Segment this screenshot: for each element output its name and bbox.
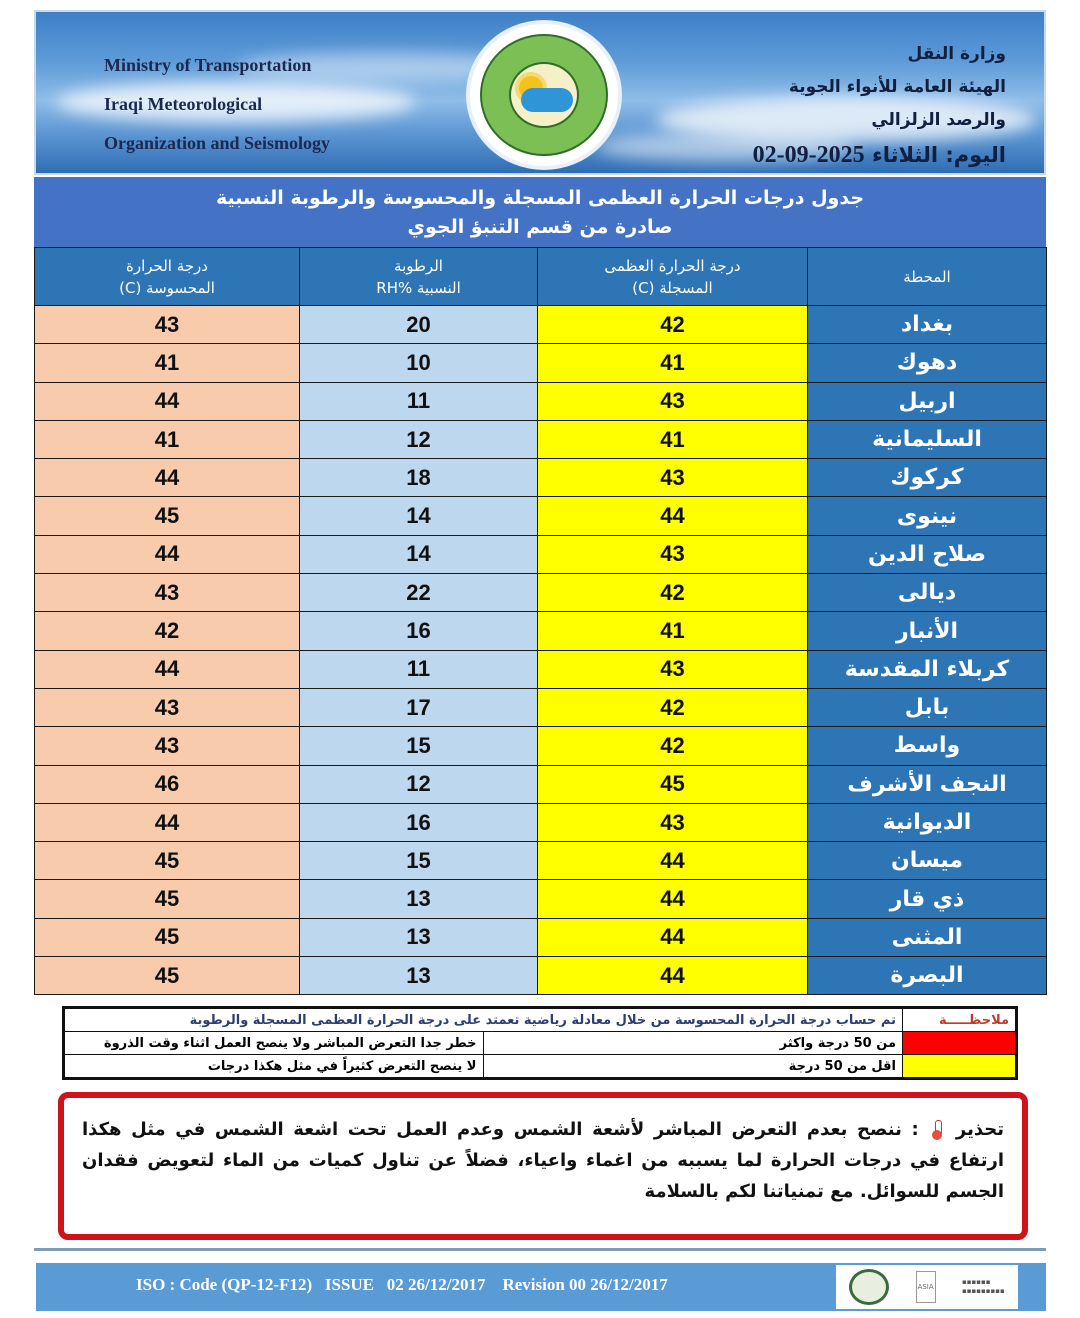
english-line: Iraqi Meteorological (104, 94, 263, 114)
cell-tmax: 43 (538, 382, 808, 420)
cell-station: البصرة (808, 957, 1047, 995)
warning-text: : ننصح بعدم التعرض المباشر لأشعة الشمس وعدم العمل تحت اشعة الشمس في مثل هكذا ارتفاع في درجات الحرارة لما يسببه من اغماء واعياء، فضلاً عن تناول كميات من الماء لتعويض فقدان الجسم للسوائل. مع تمنياتنا لكم بالسلامة (82, 1119, 1004, 1202)
cell-station: الديوانية (808, 803, 1047, 841)
table-row (35, 420, 1047, 458)
arabic-org-name (753, 38, 1006, 172)
cell-tmax: 43 (538, 459, 808, 497)
cell-tmax: 41 (538, 344, 808, 382)
cell-rh: 17 (300, 688, 538, 726)
cell-feels: 44 (35, 382, 300, 420)
table-row (35, 880, 1047, 918)
cell-feels: 43 (35, 574, 300, 612)
legend-label: ملاحظـــــة (903, 1008, 1017, 1032)
cell-feels: 44 (35, 803, 300, 841)
cell-rh: 13 (300, 918, 538, 956)
cell-feels: 46 (35, 765, 300, 803)
cell-station: كركوك (808, 459, 1047, 497)
table-row (35, 842, 1047, 880)
cell-rh: 13 (300, 957, 538, 995)
table-row (35, 612, 1047, 650)
certification-text-logo-icon: ▪▪▪▪▪▪ ▪▪▪▪▪▪▪▪▪ (962, 1278, 1005, 1295)
cell-tmax: 45 (538, 765, 808, 803)
table-row (35, 727, 1047, 765)
cell-rh: 14 (300, 535, 538, 573)
cell-station: نينوى (808, 497, 1047, 535)
cell-feels: 45 (35, 918, 300, 956)
heat-warning-box (58, 1092, 1028, 1240)
cell-station: بغداد (808, 306, 1047, 344)
table-row (35, 688, 1047, 726)
cell-rh: 10 (300, 344, 538, 382)
cell-feels: 44 (35, 650, 300, 688)
cell-rh: 16 (300, 612, 538, 650)
table-header-row (35, 248, 1047, 306)
title-line-1: جدول درجات الحرارة العظمى المسجلة والمحسوسة والرطوبة النسبية (215, 187, 865, 209)
legend-note: تم حساب درجة الحرارة المحسوسة من خلال معادلة رياضية تعمتد على درجة الحرارة العظمى المسجلة والرطوبة (64, 1008, 903, 1032)
cell-tmax: 44 (538, 842, 808, 880)
cell-feels: 45 (35, 880, 300, 918)
table-row (35, 382, 1047, 420)
cell-station: ديالى (808, 574, 1047, 612)
cell-rh: 11 (300, 650, 538, 688)
english-line: Organization and Seismology (104, 133, 331, 153)
cell-station: اربيل (808, 382, 1047, 420)
cell-rh: 16 (300, 803, 538, 841)
table-row (35, 535, 1047, 573)
legend-swatch-yellow (903, 1055, 1017, 1079)
english-line: Ministry of Transportation (104, 55, 312, 75)
logo-ring (480, 34, 608, 156)
cell-feels: 43 (35, 727, 300, 765)
cell-station: كربلاء المقدسة (808, 650, 1047, 688)
certification-logos (836, 1265, 1018, 1309)
table-row (35, 957, 1047, 995)
cell-station: دهوك (808, 344, 1047, 382)
table-row (35, 574, 1047, 612)
cell-station: ميسان (808, 842, 1047, 880)
cell-tmax: 44 (538, 497, 808, 535)
cell-rh: 15 (300, 727, 538, 765)
table-row (35, 459, 1047, 497)
legend-advice: لا ينصح التعرض كثيراً في مثل هكذا درجات (64, 1055, 484, 1079)
cell-station: صلاح الدين (808, 535, 1047, 573)
header-rh-line: الرطوبة (394, 256, 443, 275)
legend-item (64, 1032, 1017, 1055)
title-line-2: صادرة من قسم التنبؤ الجوي (407, 216, 673, 238)
header-tmax-line: المسجلة (C) (632, 278, 713, 297)
cell-rh: 12 (300, 765, 538, 803)
arabic-line: الهيئة العامة للأنواء الجوية (788, 77, 1006, 97)
cell-tmax: 42 (538, 574, 808, 612)
cell-feels: 42 (35, 612, 300, 650)
table-row (35, 803, 1047, 841)
cell-feels: 45 (35, 842, 300, 880)
cell-station: النجف الأشرف (808, 765, 1047, 803)
cell-rh: 12 (300, 420, 538, 458)
cell-tmax: 41 (538, 612, 808, 650)
cell-feels: 45 (35, 957, 300, 995)
footer-divider (34, 1248, 1046, 1251)
legend-note-row (64, 1008, 1017, 1032)
header-tmax-line: درجة الحرارة العظمى (604, 256, 741, 275)
warning-label: تحذير (955, 1119, 1004, 1140)
iso-code-text: ISO : Code (QP-12-F12) ISSUE 02 26/12/2017 Revision 00 26/12/2017 (136, 1275, 668, 1294)
cell-tmax: 41 (538, 420, 808, 458)
cell-tmax: 42 (538, 688, 808, 726)
cell-tmax: 43 (538, 803, 808, 841)
footer-bar (36, 1263, 1046, 1311)
legend-swatch-red (903, 1032, 1017, 1055)
cell-tmax: 42 (538, 727, 808, 765)
logo-emblem (509, 62, 579, 128)
cell-tmax: 43 (538, 535, 808, 573)
certification-seal-icon (849, 1269, 889, 1305)
cell-station: المثنى (808, 918, 1047, 956)
cell-station: السليمانية (808, 420, 1047, 458)
cell-station: واسط (808, 727, 1047, 765)
date-label: اليوم: الثلاثاء (871, 143, 1006, 167)
thermometer-icon (932, 1120, 942, 1140)
legend-range: اقل من 50 درجة (483, 1055, 903, 1079)
table-row (35, 918, 1047, 956)
cell-rh: 11 (300, 382, 538, 420)
cell-tmax: 43 (538, 650, 808, 688)
header-feels-line: المحسوسة (C) (119, 278, 215, 297)
legend-item (64, 1055, 1017, 1079)
meteorological-organization-logo-icon (466, 20, 622, 170)
header-banner (34, 10, 1046, 175)
table-row (35, 765, 1047, 803)
cell-rh: 20 (300, 306, 538, 344)
legend-range: من 50 درجة واكثر (483, 1032, 903, 1055)
cell-feels: 44 (35, 535, 300, 573)
header-feels-line: درجة الحرارة (126, 256, 208, 275)
table-row (35, 344, 1047, 382)
cell-feels: 45 (35, 497, 300, 535)
table-title (34, 177, 1046, 247)
cell-station: الأنبار (808, 612, 1047, 650)
cell-rh: 18 (300, 459, 538, 497)
cell-tmax: 44 (538, 957, 808, 995)
english-org-name (104, 46, 330, 163)
header-feels (35, 248, 300, 306)
arabic-line: وزارة النقل (907, 44, 1006, 64)
legend-table (62, 1006, 1018, 1080)
cell-station: ذي قار (808, 880, 1047, 918)
cell-tmax: 44 (538, 918, 808, 956)
cell-rh: 14 (300, 497, 538, 535)
cell-feels: 41 (35, 420, 300, 458)
asia-cert-icon: ASIA (916, 1271, 936, 1303)
table-row (35, 306, 1047, 344)
temperature-table (34, 247, 1047, 995)
cell-station: بابل (808, 688, 1047, 726)
arabic-line: والرصد الزلزالي (871, 110, 1006, 130)
cell-rh: 13 (300, 880, 538, 918)
cloud-icon (521, 88, 573, 112)
cell-feels: 44 (35, 459, 300, 497)
cell-tmax: 44 (538, 880, 808, 918)
legend-advice: خطر جدا التعرض المباشر ولا ينصح العمل اثناء وقت الذروة (64, 1032, 484, 1055)
report-date (753, 139, 1006, 172)
header-rh-line: النسبية %RH (376, 278, 461, 297)
header-rh (300, 248, 538, 306)
cell-rh: 15 (300, 842, 538, 880)
table-row (35, 650, 1047, 688)
table-row (35, 497, 1047, 535)
cell-tmax: 42 (538, 306, 808, 344)
cell-feels: 43 (35, 688, 300, 726)
date-value: 2025-09-02 (752, 142, 865, 168)
cell-rh: 22 (300, 574, 538, 612)
header-tmax (538, 248, 808, 306)
header-station: المحطة (808, 248, 1047, 306)
cell-feels: 41 (35, 344, 300, 382)
forecast-document (34, 10, 1046, 1310)
cell-feels: 43 (35, 306, 300, 344)
